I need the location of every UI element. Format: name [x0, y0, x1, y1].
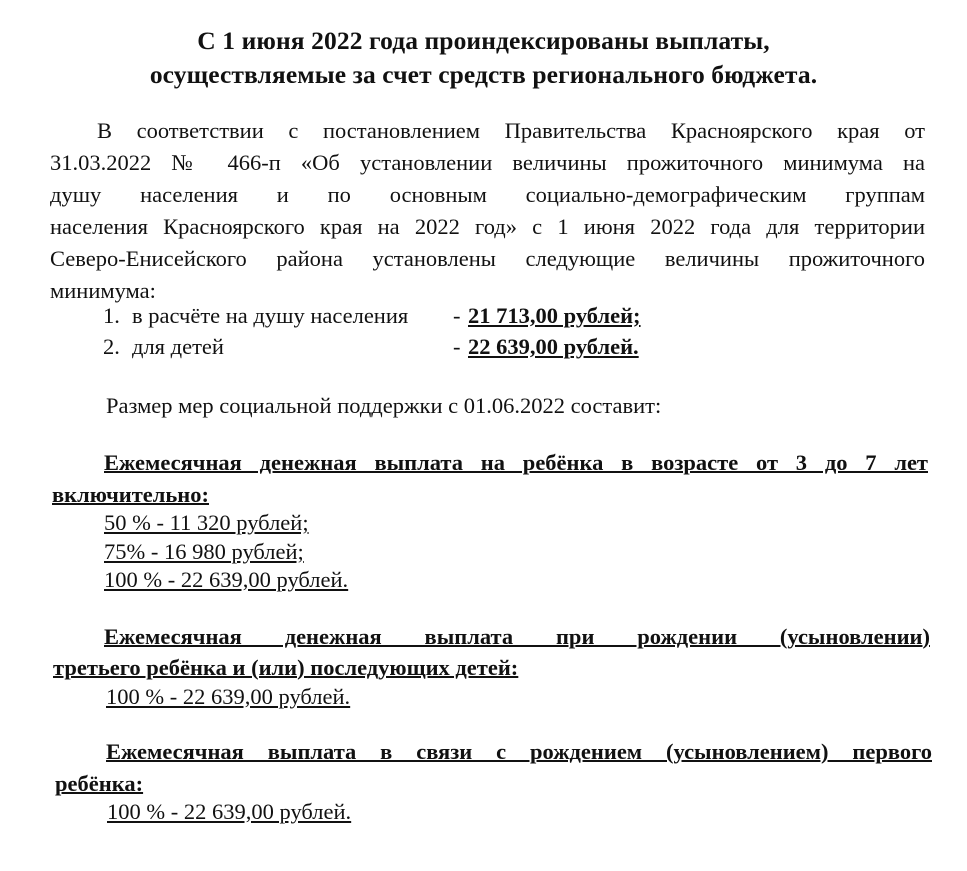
- section-item: 75% - 16 980 рублей;: [104, 539, 304, 564]
- intro-line-1: В соответствии с постановлением Правительства Красноярского края от: [97, 118, 925, 143]
- section-heading-line-1: Ежемесячная денежная выплата при рождении (усыновлении): [104, 624, 930, 649]
- section-heading-line-1: Ежемесячная денежная выплата на ребёнка в возрасте от 3 до 7 лет: [104, 450, 928, 475]
- minimum-item-label: для детей: [132, 334, 224, 359]
- section-heading-line-2: включительно:: [52, 482, 209, 507]
- section-heading-line-2: третьего ребёнка и (или) последующих детей:: [53, 655, 519, 680]
- minimum-item-dash: -: [453, 334, 461, 359]
- minimum-item-number: 2.: [103, 334, 120, 359]
- section-item: 100 % - 22 639,00 рублей.: [104, 567, 349, 592]
- section-heading-line-2: ребёнка:: [55, 771, 144, 796]
- intro-line-6: минимума:: [50, 278, 156, 303]
- minimum-item-dash: -: [453, 303, 461, 328]
- section-item: 100 % - 22 639,00 рублей.: [106, 684, 351, 709]
- minimum-item-number: 1.: [103, 303, 120, 328]
- section-heading-line-1: Ежемесячная выплата в связи с рождением (усыновлением) первого: [106, 739, 932, 764]
- minimum-item-amount: 21 713,00 рублей;: [468, 303, 641, 328]
- document-title-line-2: осуществляемые за счет средств регионального бюджета.: [149, 60, 818, 89]
- intro-line-4: населения Красноярского края на 2022 год» с 1 июня 2022 года для территории: [50, 214, 925, 239]
- minimum-item-amount: 22 639,00 рублей.: [468, 334, 639, 359]
- section-item: 50 % - 11 320 рублей;: [104, 510, 309, 535]
- minimum-item-label: в расчёте на душу населения: [132, 303, 409, 328]
- intro-line-5: Северо-Енисейского района установлены следующие величины прожиточного: [50, 246, 925, 271]
- intro-line-2: 31.03.2022 № 466-п «Об установлении величины прожиточного минимума на: [50, 150, 925, 175]
- document-title-line-1: С 1 июня 2022 года проиндексированы выплаты,: [197, 26, 770, 55]
- support-intro: Размер мер социальной поддержки с 01.06.2022 составит:: [106, 393, 662, 418]
- intro-line-3: душу населения и по основным социально-демографическим группам: [50, 182, 925, 207]
- section-item: 100 % - 22 639,00 рублей.: [107, 799, 352, 824]
